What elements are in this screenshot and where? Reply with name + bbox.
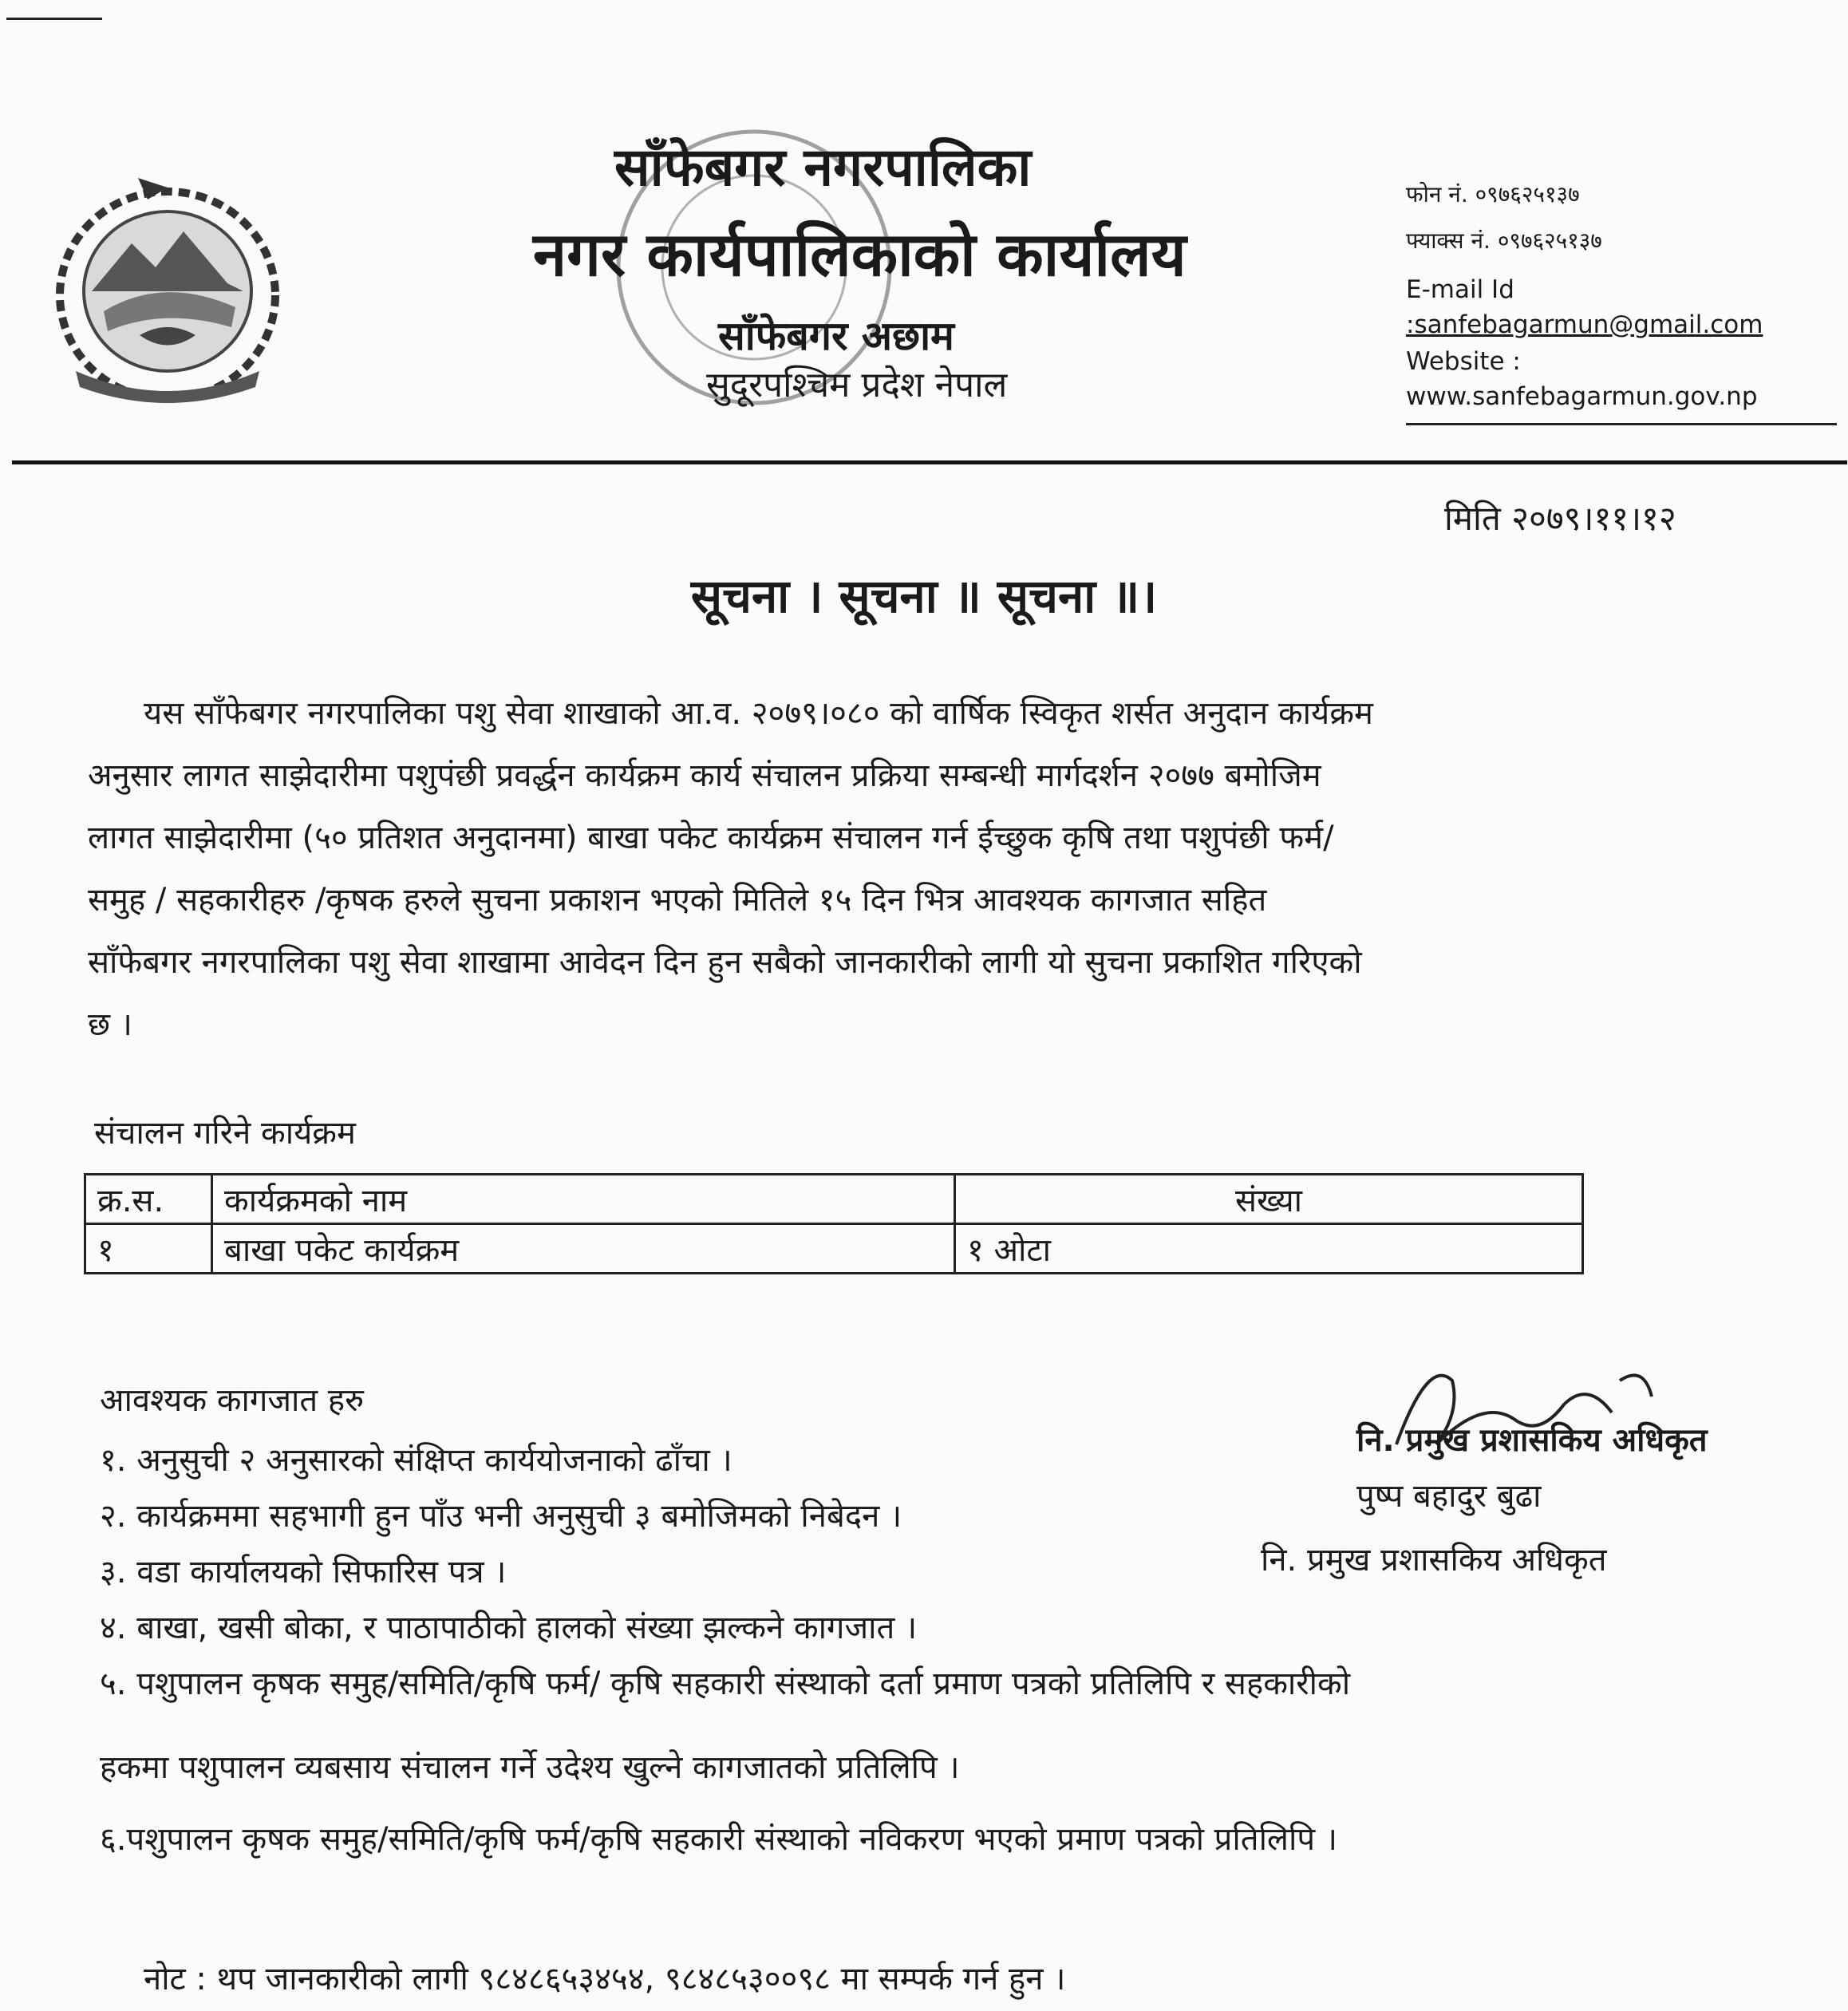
- required-docs-heading: आवश्यक कागजात हरु: [100, 1382, 365, 1419]
- email-address: :sanfebagarmun@gmail.com: [1406, 310, 1763, 339]
- phone-number: फोन नं. ०९७६२५१३७: [1406, 181, 1580, 207]
- doc-item: ४. बाखा, खसी बोका, र पाठापाठीको हालको संख्या झल्कने कागजात ।: [100, 1610, 918, 1646]
- nepal-emblem-logo: [44, 172, 291, 411]
- table-header-row: [85, 1175, 1583, 1224]
- doc-item: १. अनुसुची २ अनुसारको संक्षिप्त कार्ययोजनाको ढाँचा ।: [100, 1442, 732, 1479]
- notice-title: सूचना । सूचना ॥ सूचना ॥।: [690, 569, 1158, 623]
- signatory-name: पुष्प बहादुर बुढा: [1356, 1478, 1542, 1515]
- website-url: www.sanfebagarmun.gov.np: [1406, 382, 1758, 411]
- doc-item: २. कार्यक्रममा सहभागी हुन पाँउ भनी अनुसुची ३ बमोजिमको निबेदन ।: [100, 1498, 902, 1535]
- corner-mark: [6, 18, 102, 20]
- header-divider: [12, 460, 1847, 464]
- body-line: यस साँफेबगर नगरपालिका पशु सेवा शाखाको आ.व. २०७९।०८० को वार्षिक स्विकृत शर्सत अनुदान कार्यक्रम: [144, 695, 1373, 732]
- fax-number: फ्याक्स नं. ०९७६२५१३७: [1406, 227, 1602, 254]
- header-program-name: कार्यक्रमको नाम: [212, 1175, 955, 1224]
- table-row: [85, 1224, 1583, 1274]
- program-table: [84, 1173, 1584, 1274]
- province-name: सुदूरपश्चिम प्रदेश नेपाल: [706, 365, 1008, 405]
- cell-count: १ ओटा: [955, 1224, 1583, 1274]
- notice-body: [88, 682, 1843, 1056]
- doc-item: ३. वडा कार्यालयको सिफारिस पत्र ।: [100, 1554, 507, 1590]
- cell-serial: १: [85, 1224, 212, 1274]
- office-name: नगर कार्यपालिकाको कार्यालय: [533, 219, 1187, 290]
- signatory-designation: नि. प्रमुख प्रशासकिय अधिकृत: [1261, 1542, 1607, 1578]
- body-line: लागत साझेदारीमा (५० प्रतिशत अनुदानमा) बाखा पकेट कार्यक्रम संचालन गर्न ईच्छुक कृषि तथा पशुपंछी फर्म/: [88, 820, 1334, 856]
- body-line: अनुसार लागत साझेदारीमा पशुपंछी प्रवर्द्धन कार्यक्रम कार्य संचालन प्रक्रिया सम्बन्धी मार्गदर्शन २०७७ बमोजिम: [88, 757, 1321, 794]
- website-label: Website :: [1406, 347, 1521, 376]
- doc-item: ५. पशुपालन कृषक समुह/समिति/कृषि फर्म/ कृषि सहकारी संस्थाको दर्ता प्रमाण पत्रको प्रतिलिपि र सहकारीको: [100, 1665, 1351, 1702]
- doc-item: ६.पशुपालन कृषक समुह/समिति/कृषि फर्म/कृषि सहकारी संस्थाको नविकरण भएको प्रमाण पत्रको प्रतिलिपि ।: [100, 1821, 1338, 1858]
- email-label: E-mail Id: [1406, 275, 1514, 304]
- signatory-stamp-title: नि. प्रमुख प्रशासकिय अधिकृत: [1356, 1422, 1708, 1459]
- office-location: साँफेबगर अछाम: [718, 313, 954, 359]
- body-line: छ ।: [88, 1006, 132, 1043]
- header-count: संख्या: [955, 1175, 1583, 1224]
- cell-program-name: बाखा पकेट कार्यक्रम: [212, 1224, 955, 1274]
- header-serial: क्र.स.: [85, 1175, 212, 1224]
- notice-date: मिति २०७९।११।१२: [1444, 499, 1676, 538]
- doc-item: हकमा पशुपालन व्यबसाय संचालन गर्ने उदेश्य खुल्ने कागजातको प्रतिलिपि ।: [100, 1749, 960, 1786]
- body-line: साँफेबगर नगरपालिका पशु सेवा शाखामा आवेदन दिन हुन सबैको जानकारीको लागी यो सुचना प्रकाशित गरिएको: [88, 944, 1362, 981]
- municipality-name: साँफेबगर नगरपालिका: [614, 136, 1032, 198]
- contact-underline: [1406, 423, 1837, 425]
- body-line: समुह / सहकारीहरु /कृषक हरुले सुचना प्रकाशन भएको मितिले १५ दिन भित्र आवश्यक कागजात सहित: [88, 882, 1267, 919]
- program-section-heading: संचालन गरिने कार्यक्रम: [94, 1115, 356, 1152]
- contact-note: नोट : थप जानकारीको लागी ९८४८६५३४५४, ९८४८५३००९८ मा सम्पर्क गर्न हुन ।: [144, 1961, 1066, 1997]
